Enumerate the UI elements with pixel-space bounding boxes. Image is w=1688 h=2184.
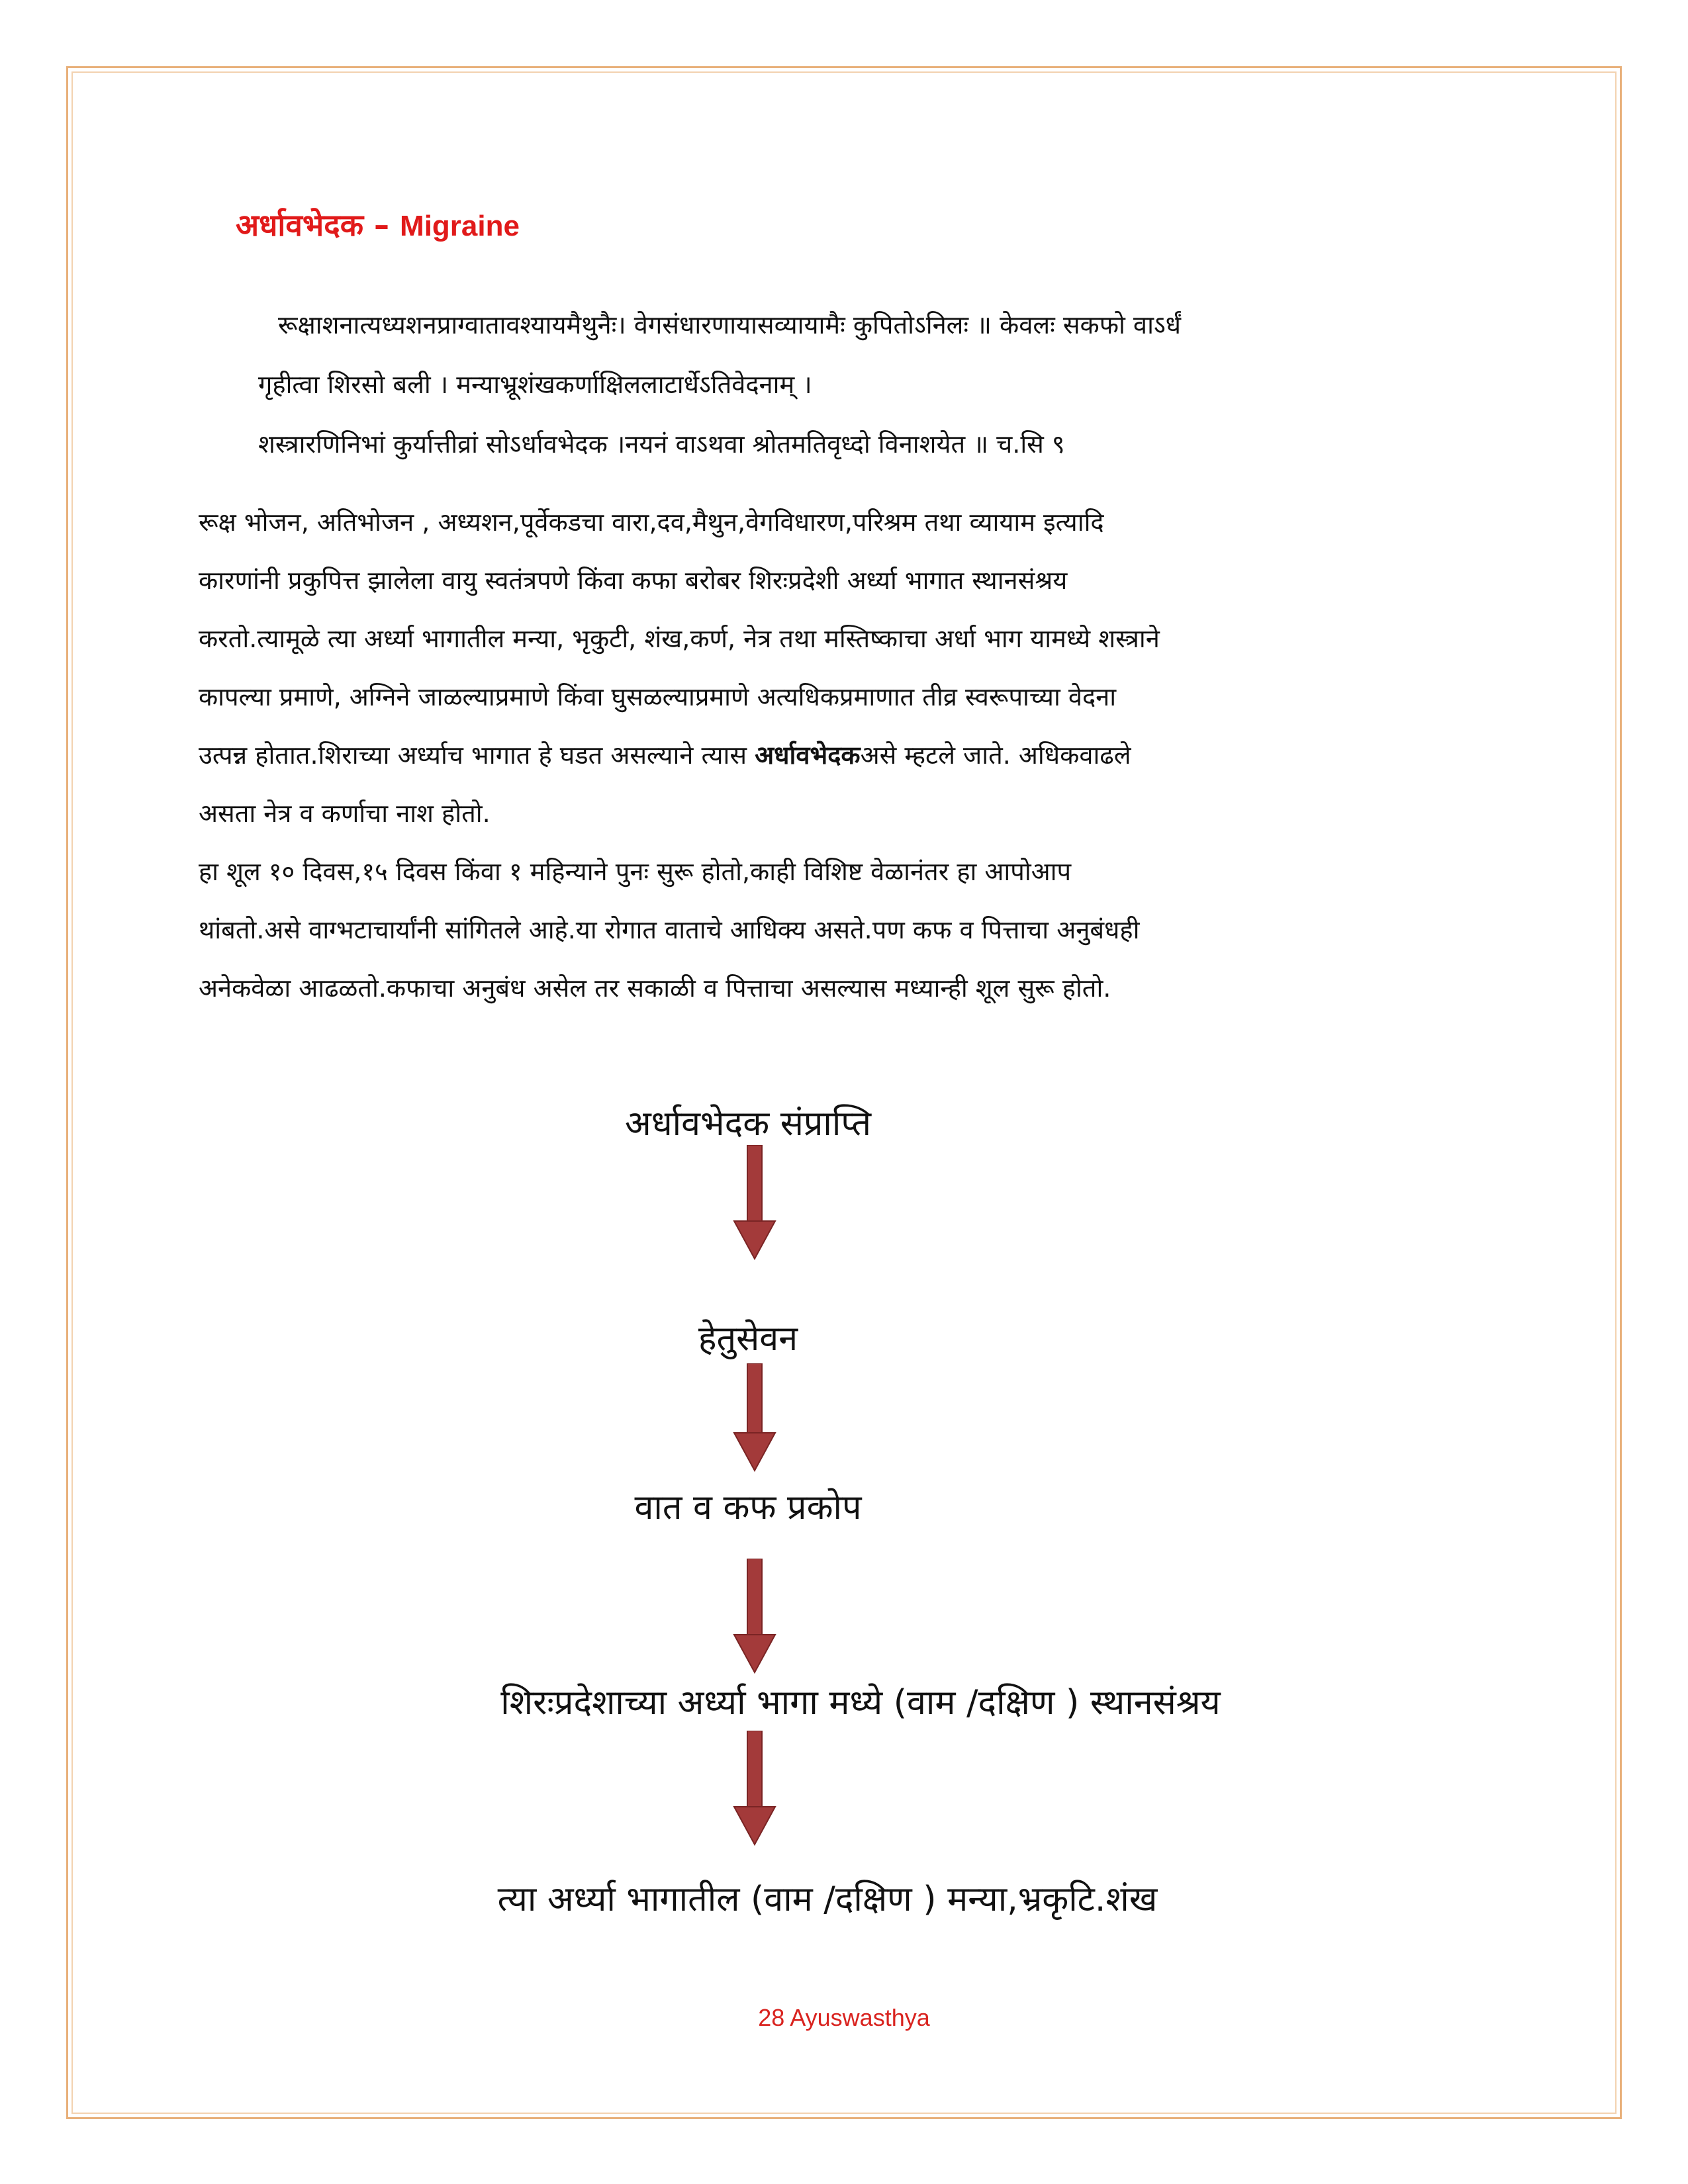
title-marathi: अर्धावभेदक – [236, 207, 390, 243]
title-english: Migraine [400, 210, 520, 242]
paragraph-line: रूक्ष भोजन, अतिभोजन , अध्यशन,पूर्वेकडचा वारा,दव,मैथुन,वेगविधारण,परिश्रम तथा व्यायाम इत्यादि [199, 508, 1104, 537]
down-arrow-icon [731, 1559, 778, 1674]
down-arrow-icon [731, 1145, 778, 1261]
line5-before: उत्पन्न होतात.शिराच्या अर्ध्याच भागात हे घडत असल्याने त्यास [199, 741, 755, 770]
paragraph-line: असता नेत्र व कर्णाचा नाश होतो. [199, 799, 491, 828]
bold-term: अर्धावभेदक [755, 741, 861, 770]
down-arrow-icon [731, 1363, 778, 1473]
verse-line: शस्त्रारणिनिभां कुर्यात्तीव्रां सोऽर्धावभेदक ।नयनं वाऽथवा श्रोतमतिवृध्दो विनाशयेत ॥ च.सि ९ [258, 430, 1065, 459]
paragraph-line: कारणांनी प्रकुपित्त झालेला वायु स्वतंत्रपणे किंवा कफा बरोबर शिरःप्रदेशी अर्ध्या भागात स्थानसंश्रय [199, 566, 1068, 595]
verse-line: गृहीत्वा शिरसो बली । मन्याभ्रूशंखकर्णाक्षिललाटार्धेऽतिवेदनाम् । [258, 370, 812, 399]
flow-node-hetusevan: हेतुसेवन [698, 1319, 798, 1359]
page-footer: 28 Ayuswasthya [758, 2004, 930, 2031]
flow-node-samprapti: अर्धावभेदक संप्राप्ति [624, 1104, 872, 1144]
down-arrow-icon [731, 1731, 778, 1846]
paragraph-line: करतो.त्यामूळे त्या अर्ध्या भागातील मन्या, भृकुटी, शंख,कर्ण, नेत्र तथा मस्तिष्काचा अर्धा भाग यामध्ये शस्त्राने [199, 624, 1160, 653]
paragraph-line: हा शूल १० दिवस,१५ दिवस किंवा १ महिन्याने पुनः सुरू होतो,काही विशिष्ट वेळानंतर हा आपोआप [199, 857, 1072, 886]
line5-after: असे म्हटले जाते. अधिकवाढले [860, 741, 1131, 770]
paragraph-line: अनेकवेळा आढळतो.कफाचा अनुबंध असेल तर सकाळी व पित्ताचा असल्यास मध्यान्ही शूल सुरू होतो. [199, 974, 1111, 1003]
paragraph-line: कापल्या प्रमाणे, अग्निने जाळल्याप्रमाणे किंवा घुसळल्याप्रमाणे अत्यधिकप्रमाणात तीव्र स्वरूपाच्या वेदना [199, 682, 1117, 711]
verse-line: रूक्षाशनात्यध्यशनप्राग्वातावश्यायमैथुनैः। वेगसंधारणायासव्यायामैः कुपितोऽनिलः ॥ केवलः सकफो वाऽर्धं [278, 310, 1182, 340]
flow-node-prakop: वात व कफ प्रकोप [634, 1488, 862, 1527]
flow-node-sthansanshray: शिरःप्रदेशाच्या अर्ध्या भागा मध्ये (वाम /दक्षिण ) स्थानसंश्रय [500, 1683, 1221, 1723]
flow-node-vedana-sthan: त्या अर्ध्या भागातील (वाम /दक्षिण ) मन्या,भ्रकृटि.शंख [497, 1880, 1158, 1919]
paragraph-line: थांबतो.असे वाग्भटाचार्यांनी सांगितले आहे.या रोगात वाताचे आधिक्य असते.पण कफ व पित्ताचा अनुबंधही [199, 915, 1140, 944]
